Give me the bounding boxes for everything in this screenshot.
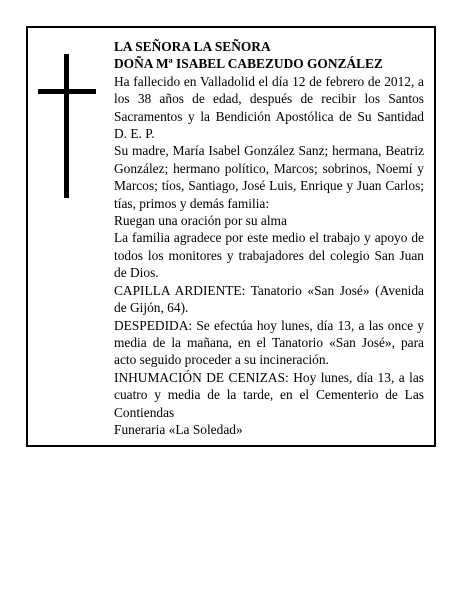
funeral-home: Funeraria «La Soledad» [114,421,243,437]
prayer-request: Ruegan una oración por su alma [114,213,287,229]
cross-horizontal-bar [38,89,96,94]
cross-vertical-bar [64,54,69,198]
family-list: Su madre, María Isabel González Sanz; hermana, Beatriz González; hermano político, Marcos; sobrinos, Noemí y Marcos; tíos, Santiago, José Luis, Enrique y Juan Carlos; tías, primos y demás familia: [114,143,424,211]
death-announcement: Ha fallecido en Valladolid el día 12 de febrero de 2012, a los 38 años de edad, después de recibir los Santos Sacramentos y la Bendición Apostólica de Su Santidad D. E. P. [114,73,424,142]
notice-heading-line1: LA SEÑORA LA SEÑORA [114,39,271,54]
deceased-name: DOÑA Mª ISABEL CABEZUDO GONZÁLEZ [114,56,383,72]
family-thanks: La familia agradece por este medio el trabajo y apoyo de todos los monitores y trabajadores del colegio San Juan de Dios. [114,230,424,281]
funeral-chapel-info: CAPILLA ARDIENTE: Tanatorio «San José» (Avenida de Gijón, 64). [114,282,424,316]
notice-body [114,38,424,438]
ashes-burial-info: INHUMACIÓN DE CENIZAS: Hoy lunes, día 13, a las cuatro y media de la tarde, en el Cementerio de Las Contiendas [114,369,424,420]
cross-icon [38,54,96,198]
farewell-info: DESPEDIDA: Se efectúa hoy lunes, día 13, a las once y media de la mañana, en el Tanatorio «San José», para acto seguido proceder a su incineración. [114,317,424,368]
